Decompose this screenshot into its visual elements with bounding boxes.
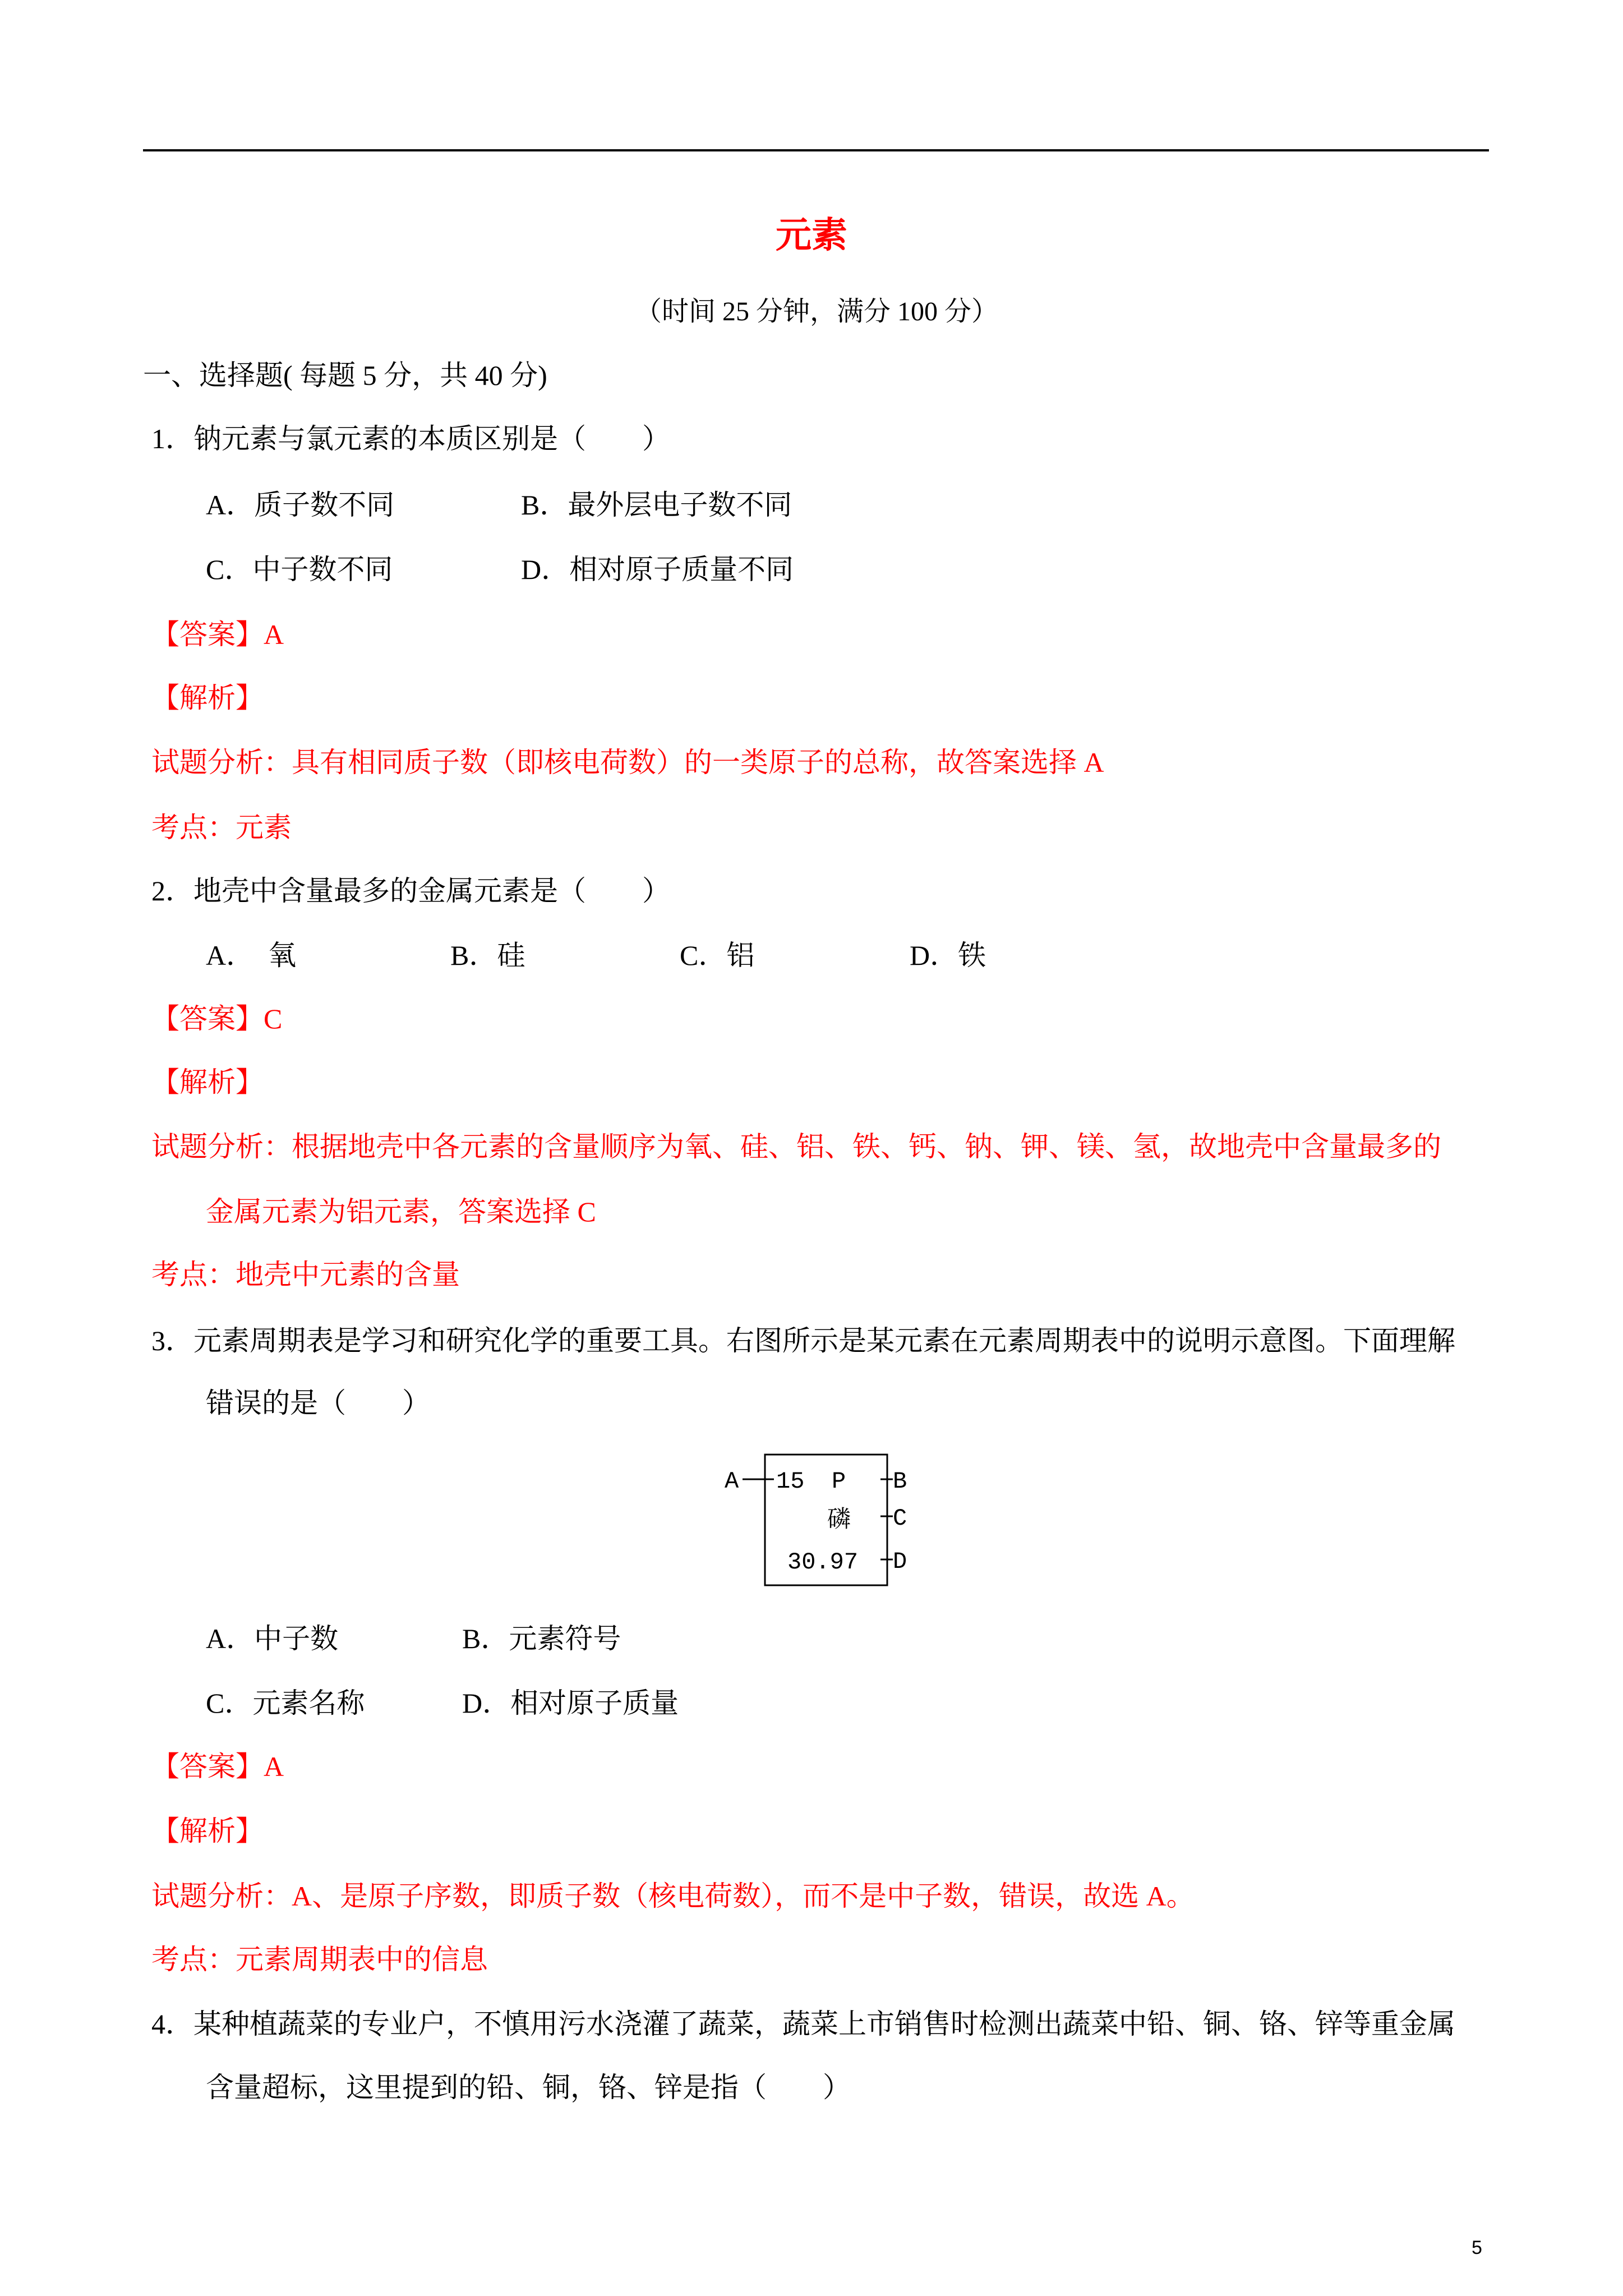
diagram-atomic-number: 15 (776, 1468, 805, 1495)
question-2-topic: 考点：地壳中元素的含量 (151, 1259, 460, 1290)
question-1-stem: 1．钠元素与氯元素的本质区别是（ ） (151, 423, 670, 454)
question-1-answer: 【答案】A (151, 619, 284, 650)
question-2-option-c: C．铝 (680, 940, 755, 971)
question-1-option-c: C．中子数不同 (206, 554, 393, 585)
diagram-label-a: A (725, 1468, 739, 1495)
question-2-analysis-line-2: 金属元素为铝元素，答案选择 C (206, 1196, 596, 1227)
page-title: 元素 (776, 215, 847, 255)
question-1-option-b: B．最外层电子数不同 (521, 489, 792, 521)
page-number: 5 (1472, 2237, 1482, 2258)
question-2-stem: 2．地壳中含量最多的金属元素是（ ） (151, 875, 670, 907)
diagram-label-b: B (893, 1468, 907, 1495)
question-3-answer: 【答案】A (151, 1751, 284, 1782)
diagram-label-d: D (893, 1548, 907, 1575)
question-3-option-d: D．相对原子质量 (462, 1687, 679, 1719)
question-1-analysis-label: 【解析】 (151, 682, 264, 714)
diagram-element-symbol: P (832, 1468, 846, 1495)
question-2-option-a: A． 氧 (206, 940, 297, 971)
page-subtitle: （时间 25 分钟，满分 100 分） (634, 297, 998, 326)
header-rule (143, 149, 1489, 151)
element-cell-diagram (718, 1442, 931, 1599)
question-3-analysis-label: 【解析】 (151, 1815, 264, 1847)
question-4-stem-line-1: 4．某种植蔬菜的专业户，不慎用污水浇灌了蔬菜，蔬菜上市销售时检测出蔬菜中铅、铜、铬、锌等重金属 (151, 2008, 1455, 2040)
diagram-atomic-mass: 30.97 (787, 1549, 859, 1576)
question-3-stem-line-2: 错误的是（ ） (206, 1387, 430, 1419)
diagram-element-name: 磷 (827, 1507, 851, 1534)
diagram-label-c: C (893, 1505, 907, 1532)
question-3-option-b: B．元素符号 (462, 1623, 621, 1654)
question-3-option-a: A．中子数 (206, 1623, 339, 1654)
question-1-topic: 考点：元素 (151, 812, 292, 843)
question-1-analysis: 试题分析：具有相同质子数（即核电荷数）的一类原子的总称，故答案选择 A (151, 747, 1104, 778)
question-2-analysis-label: 【解析】 (151, 1066, 264, 1098)
section-heading: 一、选择题( 每题 5 分，共 40 分) (143, 360, 547, 391)
question-3-topic: 考点：元素周期表中的信息 (151, 1944, 488, 1975)
question-2-option-b: B．硅 (450, 940, 525, 971)
question-1-option-d: D．相对原子质量不同 (521, 554, 794, 585)
question-3-option-c: C．元素名称 (206, 1687, 365, 1719)
question-4-stem-line-2: 含量超标，这里提到的铅、铜，铬、锌是指（ ） (206, 2072, 851, 2103)
question-1-option-a: A．质子数不同 (206, 489, 395, 521)
question-2-answer: 【答案】C (151, 1003, 283, 1034)
question-2-analysis-line-1: 试题分析：根据地壳中各元素的含量顺序为氧、硅、铝、铁、钙、钠、钾、镁、氢，故地壳中含量最多的 (151, 1131, 1441, 1162)
question-2-option-d: D．铁 (910, 940, 986, 971)
question-3-stem-line-1: 3．元素周期表是学习和研究化学的重要工具。右图所示是某元素在元素周期表中的说明示意图。下面理解 (151, 1325, 1455, 1356)
question-3-analysis: 试题分析：A、是原子序数，即质子数（核电荷数），而不是中子数，错误，故选 A。 (151, 1880, 1195, 1912)
